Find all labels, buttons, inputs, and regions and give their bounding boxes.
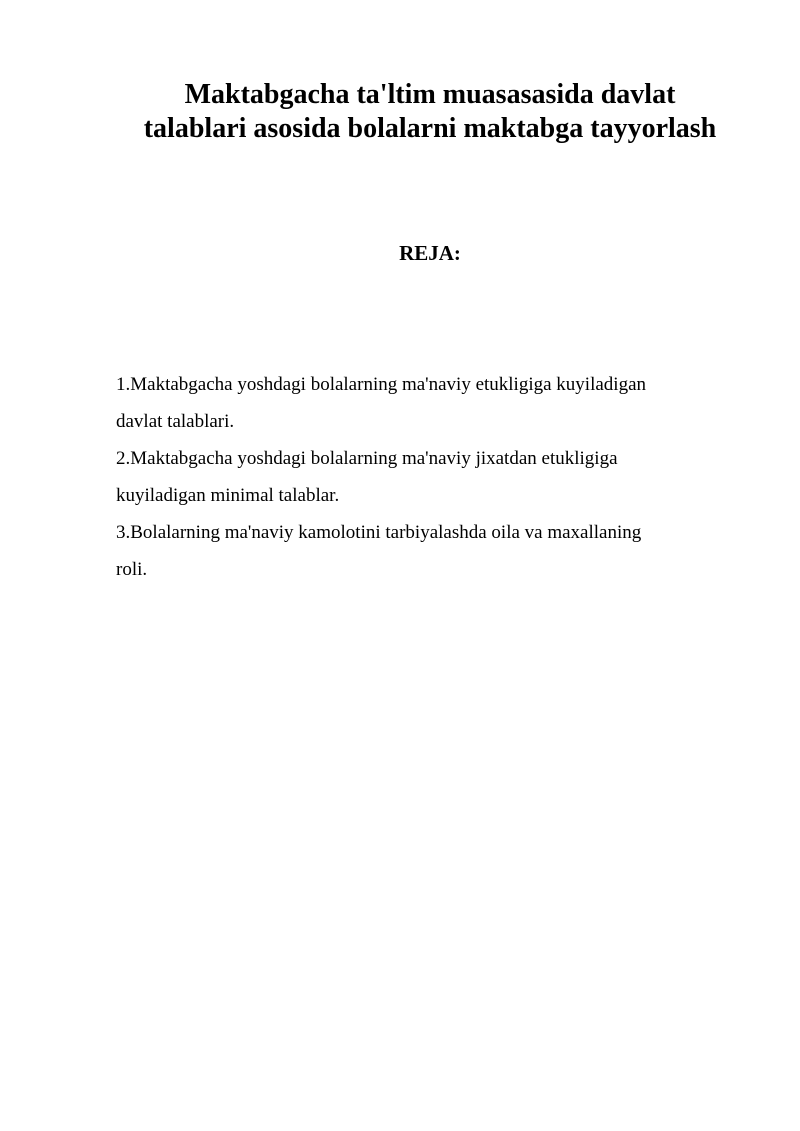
- plan-item-line: 1.Maktabgacha yoshdagi bolalarning ma'naviy etukligiga kuyiladigan: [116, 374, 647, 395]
- plan-item-line: davlat talablari.: [116, 411, 235, 432]
- plan-heading: REJA:: [399, 241, 461, 265]
- plan-item: [116, 440, 756, 514]
- plan-item-line: 2.Maktabgacha yoshdagi bolalarning ma'naviy jixatdan etukligiga: [116, 448, 618, 469]
- plan-item-line: 3.Bolalarning ma'naviy kamolotini tarbiyalashda oila va maxallaning: [116, 522, 642, 543]
- document-title: [100, 78, 760, 146]
- plan-item: [116, 366, 756, 440]
- plan-item-line: kuyiladigan minimal talablar.: [116, 485, 340, 506]
- plan-item: [116, 514, 756, 588]
- title-line: talablari asosida bolalarni maktabga tayyorlash: [143, 113, 717, 144]
- title-line: Maktabgacha ta'ltim muasasasida davlat: [184, 79, 676, 110]
- plan-item-line: roli.: [116, 559, 148, 580]
- plan-list: [116, 366, 756, 588]
